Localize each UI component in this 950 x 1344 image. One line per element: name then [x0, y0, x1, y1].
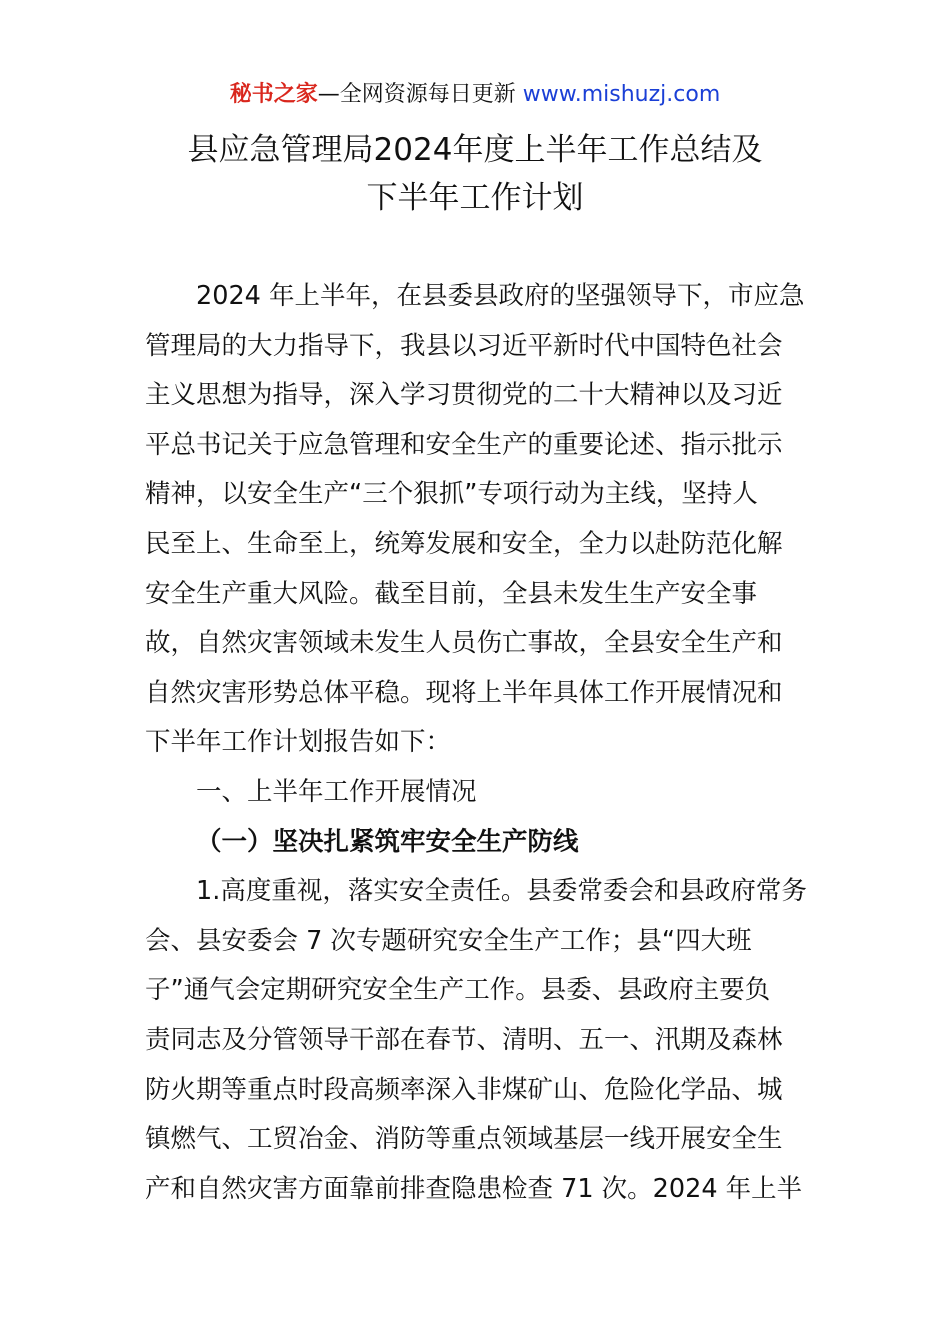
- paragraph-line: 下半年工作计划报告如下：: [145, 727, 452, 758]
- paragraph-line: 镇燃气、工贸冶金、消防等重点领域基层一线开展安全生: [145, 1124, 783, 1155]
- paragraph-line: 主义思想为指导，深入学习贯彻党的二十大精神以及习近: [145, 380, 783, 411]
- site-banner: [0, 80, 950, 110]
- paragraph-line: 故，自然灾害领域未发生人员伤亡事故，全县安全生产和: [145, 628, 783, 659]
- paragraph-line: 防火期等重点时段高频率深入非煤矿山、危险化学品、城: [145, 1074, 783, 1105]
- paragraph-line: 民至上、生命至上，统筹发展和安全，全力以赴防范化解: [145, 528, 783, 559]
- paragraph-line: 管理局的大力指导下，我县以习近平新时代中国特色社会: [145, 330, 783, 361]
- subsection-heading: （一）坚决扎紧筑牢安全生产防线: [196, 826, 579, 857]
- paragraph-line: 精神，以安全生产“三个狠抓”专项行动为主线，坚持人: [145, 479, 758, 510]
- section-heading: 一、上半年工作开展情况: [196, 776, 477, 807]
- paragraph-line: 产和自然灾害方面靠前排查隐患检查 71 次。2024 年上半: [145, 1173, 803, 1204]
- paragraph-line: 自然灾害形势总体平稳。现将上半年具体工作开展情况和: [145, 677, 783, 708]
- document-body: [145, 272, 807, 1214]
- paragraph-line: 平总书记关于应急管理和安全生产的重要论述、指示批示: [145, 429, 783, 460]
- site-url-link[interactable]: www.mishuzj.com: [522, 82, 721, 107]
- site-tagline: —全网资源每日更新: [317, 82, 523, 107]
- paragraph-line: 责同志及分管领导干部在春节、清明、五一、汛期及森林: [145, 1024, 783, 1055]
- site-name: 秘书之家: [229, 82, 318, 107]
- paragraph-line: 1.高度重视，落实安全责任。县委常委会和县政府常务: [196, 876, 807, 907]
- paragraph-line: 安全生产重大风险。截至目前，全县未发生生产安全事: [145, 578, 758, 609]
- title-line-2: 下半年工作计划: [366, 180, 584, 216]
- title-line-1: 县应急管理局2024年度上半年工作总结及: [187, 132, 763, 168]
- paragraph-line: 会、县安委会 7 次专题研究安全生产工作；县“四大班: [145, 925, 752, 956]
- paragraph-line: 子”通气会定期研究安全生产工作。县委、县政府主要负: [145, 975, 771, 1006]
- document-title: [0, 126, 950, 222]
- paragraph-line: 2024 年上半年，在县委县政府的坚强领导下，市应急: [196, 281, 805, 311]
